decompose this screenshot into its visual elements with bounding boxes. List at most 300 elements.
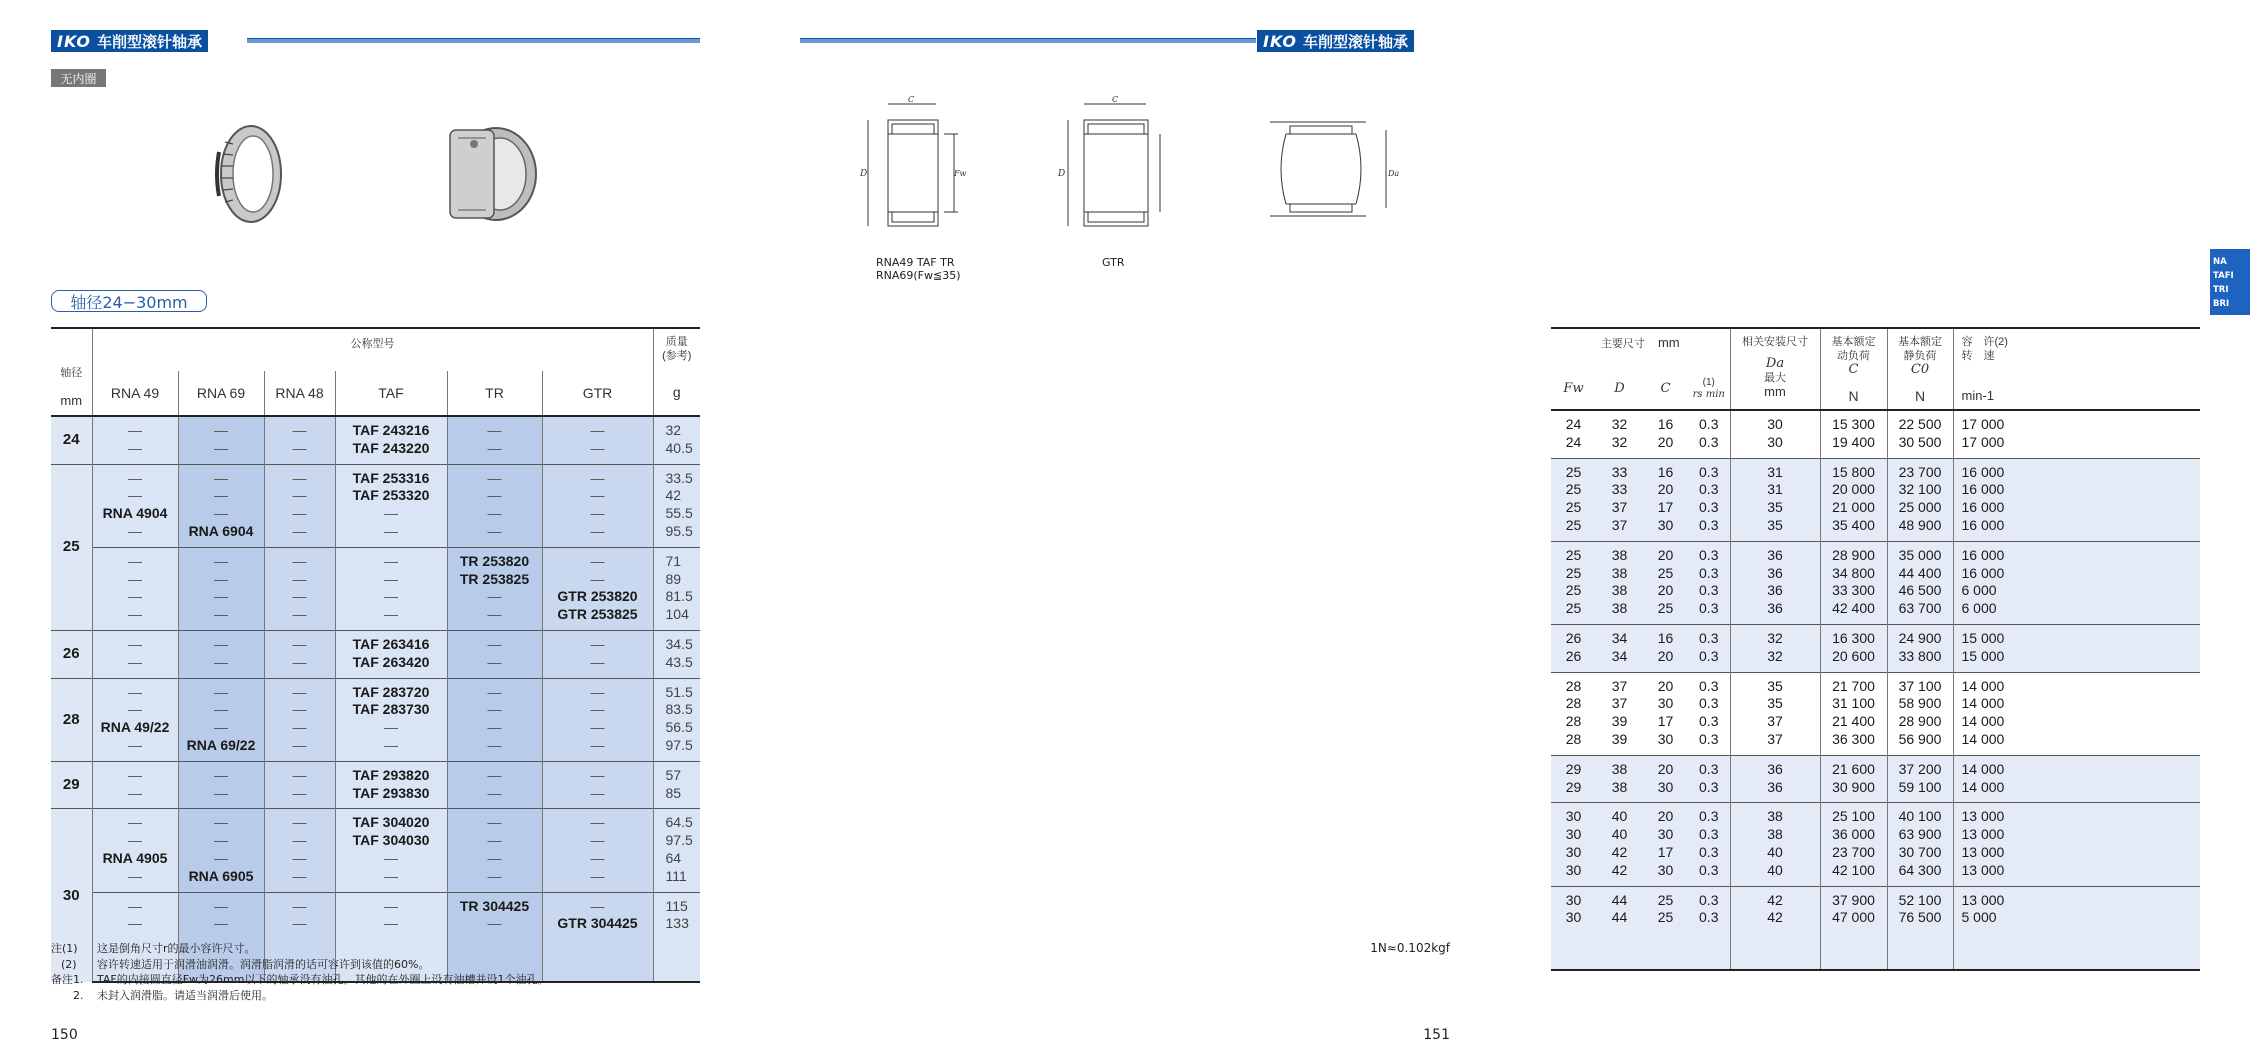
model-code: — <box>214 635 228 652</box>
mass-value: 133 <box>665 915 689 932</box>
spec-table <box>1551 327 2200 971</box>
spec-value: 42 <box>1611 861 1628 878</box>
h-d: D <box>1614 381 1625 396</box>
spec-value: 40 <box>1767 843 1783 860</box>
spec-value: 28 <box>1565 677 1582 694</box>
spec-value: 30 <box>1565 808 1582 825</box>
spec-value: 0.3 <box>1699 463 1719 480</box>
cell-rs <box>1688 410 1730 458</box>
cell-mass <box>653 892 700 982</box>
model-code: — <box>214 719 228 736</box>
cell-dyn-load <box>1820 803 1887 886</box>
cell-mass <box>653 464 700 547</box>
spec-value: 52 100 <box>1898 891 1942 908</box>
spec-value: 20 <box>1657 433 1674 450</box>
spec-value: 30 700 <box>1898 843 1942 860</box>
spec-value: 20 <box>1657 582 1674 599</box>
model-code: — <box>590 422 605 438</box>
model-row-block <box>51 416 700 464</box>
spec-value: 14 000 <box>1961 677 2005 694</box>
remark-1: TAF的内接圆直径Fw为26mm以下的轴承没有油孔。其他的在外圈上设有油槽并设1个油孔。 <box>97 973 549 986</box>
mass-value: 89 <box>665 570 682 587</box>
model-code: — <box>128 915 142 932</box>
spec-row-block <box>1551 886 2200 970</box>
model-code: — <box>292 683 307 700</box>
cell-da <box>1730 458 1820 541</box>
spec-value: 14 000 <box>1961 713 2005 730</box>
spec-value: 0.3 <box>1699 808 1719 825</box>
cell-tr <box>447 464 542 547</box>
spec-value: 0.3 <box>1699 861 1719 878</box>
model-code: — <box>590 469 605 486</box>
spec-value: 28 <box>1565 730 1582 747</box>
spec-value: 17 <box>1657 499 1674 516</box>
spec-value: 38 <box>1767 826 1783 843</box>
spec-value: 24 <box>1565 416 1582 432</box>
cell-taf <box>335 464 447 547</box>
spec-value: 14 000 <box>1961 730 2005 747</box>
spec-row-block <box>1551 755 2200 803</box>
model-code: — <box>487 439 502 456</box>
spec-row-block <box>1551 624 2200 672</box>
model-code: GTR 304425 <box>557 915 638 932</box>
cell-tr <box>447 630 542 678</box>
model-code: — <box>128 736 142 753</box>
spec-value: 36 000 <box>1832 826 1875 843</box>
cell-dyn-load <box>1820 410 1887 458</box>
shaft-diameter: 28 <box>51 678 92 761</box>
model-code: — <box>128 588 142 605</box>
cell-rna69 <box>178 464 264 547</box>
model-code: — <box>128 867 142 884</box>
spec-value: 0.3 <box>1699 582 1719 599</box>
cell-d <box>1596 672 1643 755</box>
model-row-block <box>51 630 700 678</box>
model-code: — <box>590 897 605 914</box>
model-code: — <box>384 736 398 753</box>
cell-stat-load <box>1887 755 1953 803</box>
model-code: TAF 293830 <box>352 784 430 801</box>
cell-tr <box>447 547 542 630</box>
note-1: 这是倒角尺寸r的最小容许尺寸。 <box>97 942 256 955</box>
subcategory-tag: 无内圈 <box>51 69 106 87</box>
model-code: — <box>214 570 228 587</box>
spec-value: 35 400 <box>1832 516 1875 533</box>
cell-c <box>1643 410 1688 458</box>
model-code: — <box>128 522 142 539</box>
spec-value: 6 000 <box>1961 582 1997 599</box>
model-code: — <box>384 522 398 539</box>
svg-text:D: D <box>1058 169 1066 179</box>
spec-value: 39 <box>1611 713 1628 730</box>
cell-da <box>1730 803 1820 886</box>
model-code: — <box>214 832 228 849</box>
mass-value: 104 <box>665 606 689 623</box>
mass-value: 40.5 <box>665 439 693 456</box>
model-code: — <box>384 505 398 522</box>
spec-value: 42 <box>1767 891 1783 908</box>
spec-value: 0.3 <box>1699 826 1719 843</box>
model-code: — <box>384 719 398 736</box>
model-code: — <box>487 766 502 783</box>
model-code: — <box>292 635 307 652</box>
cell-mass <box>653 416 700 464</box>
model-code: TAF 243220 <box>352 439 430 456</box>
spec-value: 0.3 <box>1699 481 1719 498</box>
cell-rna69 <box>178 678 264 761</box>
model-code: — <box>292 653 307 670</box>
spec-value: 16 000 <box>1961 546 2005 563</box>
section-side-tab: NA TAFI TRI BRI <box>2210 249 2250 315</box>
spec-value: 16 000 <box>1961 463 2005 480</box>
model-code: — <box>590 814 605 831</box>
cell-taf <box>335 416 447 464</box>
cell-fw <box>1551 886 1596 970</box>
spec-value: 28 900 <box>1832 546 1875 563</box>
cell-gtr <box>542 892 653 982</box>
model-code: — <box>292 897 307 914</box>
spec-value: 34 <box>1611 647 1628 664</box>
spec-value: 17 000 <box>1961 433 2005 450</box>
model-code: — <box>590 439 605 456</box>
cell-rna69 <box>178 416 264 464</box>
spec-value: 25 <box>1565 546 1582 563</box>
spec-value: 25 100 <box>1832 808 1875 825</box>
svg-text:C: C <box>1112 95 1119 104</box>
spec-value: 30 <box>1767 433 1783 450</box>
spec-value: 25 <box>1657 891 1674 908</box>
cell-mass <box>653 547 700 630</box>
model-code: — <box>487 422 502 438</box>
cell-rna48 <box>264 416 335 464</box>
spec-value: 48 900 <box>1898 516 1942 533</box>
mass-value: 97.5 <box>665 832 693 849</box>
model-code: — <box>487 522 502 539</box>
bearing-photo-rna <box>213 122 289 226</box>
spec-value: 30 900 <box>1832 778 1875 795</box>
spec-value: 32 <box>1767 629 1783 646</box>
spec-value: 30 <box>1657 695 1674 712</box>
spec-value: 0.3 <box>1699 778 1719 795</box>
model-code: — <box>128 701 142 718</box>
mass-value: 85 <box>665 784 682 801</box>
cell-c <box>1643 458 1688 541</box>
spec-value: 28 <box>1565 713 1582 730</box>
spec-value: 35 <box>1767 695 1783 712</box>
model-code: — <box>590 505 605 522</box>
cell-c <box>1643 624 1688 672</box>
cell-d <box>1596 624 1643 672</box>
spec-value: 23 700 <box>1832 843 1875 860</box>
model-code: — <box>487 832 502 849</box>
model-code: — <box>214 915 228 932</box>
cell-mass <box>653 630 700 678</box>
cell-speed <box>1953 672 2200 755</box>
spec-value: 38 <box>1611 778 1628 795</box>
spec-value: 30 <box>1565 909 1582 926</box>
cell-gtr <box>542 761 653 809</box>
spec-value: 20 <box>1657 808 1674 825</box>
spec-value: 30 500 <box>1898 433 1942 450</box>
mass-value: 111 <box>665 867 687 884</box>
shaft-diameter: 30 <box>51 809 92 982</box>
cell-speed <box>1953 624 2200 672</box>
spec-value: 36 <box>1767 546 1783 563</box>
cell-rna49 <box>92 416 178 464</box>
spec-value: 42 100 <box>1832 861 1875 878</box>
spec-value: 13 000 <box>1961 891 2005 908</box>
model-code: — <box>590 653 605 670</box>
cell-rna49 <box>92 630 178 678</box>
model-code: — <box>128 814 142 831</box>
spec-value: 31 <box>1767 481 1783 498</box>
spec-value: 14 000 <box>1961 778 2005 795</box>
spec-value: 0.3 <box>1699 713 1719 730</box>
svg-text:Fw: Fw <box>954 169 967 178</box>
spec-value: 14 000 <box>1961 695 2005 712</box>
spec-value: 15 300 <box>1832 416 1875 432</box>
model-code: — <box>214 552 228 569</box>
shaft-diameter: 25 <box>51 464 92 630</box>
spec-value: 38 <box>1611 546 1628 563</box>
spec-value: 15 800 <box>1832 463 1875 480</box>
model-row-block <box>51 464 700 547</box>
cell-dyn-load <box>1820 755 1887 803</box>
cell-fw <box>1551 458 1596 541</box>
spec-value: 38 <box>1767 808 1783 825</box>
cell-gtr <box>542 464 653 547</box>
spec-value: 0.3 <box>1699 499 1719 516</box>
model-code: — <box>128 897 142 914</box>
model-code: — <box>128 606 142 623</box>
model-code: — <box>292 915 307 932</box>
spec-value: 25 000 <box>1898 499 1942 516</box>
cell-speed <box>1953 410 2200 458</box>
cell-gtr <box>542 809 653 892</box>
spec-value: 0.3 <box>1699 730 1719 747</box>
spec-value: 20 <box>1657 760 1674 777</box>
spec-value: 30 <box>1767 416 1783 432</box>
h-main-dims: 主要尺寸 mm <box>1551 328 1730 368</box>
page-number-left: 150 <box>51 1027 78 1043</box>
spec-value: 13 000 <box>1961 808 2005 825</box>
model-code: — <box>590 736 605 753</box>
cell-rs <box>1688 755 1730 803</box>
cell-d <box>1596 803 1643 886</box>
spec-value: 6 000 <box>1961 600 1997 617</box>
spec-value: 0.3 <box>1699 546 1719 563</box>
spec-value: 36 <box>1767 582 1783 599</box>
cell-rna48 <box>264 547 335 630</box>
model-code: — <box>128 653 142 670</box>
model-code: — <box>128 766 142 783</box>
model-code: — <box>590 832 605 849</box>
cell-rna69 <box>178 809 264 892</box>
cell-rna48 <box>264 464 335 547</box>
cell-taf <box>335 678 447 761</box>
drawing-caption-1: RNA49 TAF TR RNA69(Fw≦35) <box>876 256 961 282</box>
cell-mass <box>653 678 700 761</box>
mass-value: 43.5 <box>665 653 693 670</box>
cell-fw <box>1551 410 1596 458</box>
model-code: — <box>487 487 502 504</box>
model-code: TR 253825 <box>459 570 530 587</box>
cell-d <box>1596 886 1643 970</box>
spec-value: 5 000 <box>1961 909 1997 926</box>
model-code: — <box>590 570 605 587</box>
spec-value: 36 <box>1767 600 1783 617</box>
cell-fw <box>1551 803 1596 886</box>
model-code: — <box>214 784 228 801</box>
col-mass: 质量 (参考) g <box>653 328 700 416</box>
mass-value: 71 <box>665 552 682 569</box>
spec-value: 0.3 <box>1699 909 1719 926</box>
model-code: — <box>590 867 605 884</box>
spec-value: 37 <box>1767 730 1783 747</box>
model-code: RNA 4905 <box>102 849 168 866</box>
h-fw: Fw <box>1563 381 1584 396</box>
spec-value: 40 100 <box>1898 808 1942 825</box>
mass-value: 56.5 <box>665 719 693 736</box>
shaft-diameter: 24 <box>51 416 92 464</box>
spec-value: 30 <box>1565 826 1582 843</box>
model-code: — <box>128 832 142 849</box>
cell-mass <box>653 809 700 892</box>
spec-value: 25 <box>1657 909 1674 926</box>
right-page <box>750 0 2234 1064</box>
iko-logo: IKO <box>57 31 91 51</box>
spec-value: 63 900 <box>1898 826 1942 843</box>
model-code: — <box>214 849 228 866</box>
remark-2: 未封入润滑脂。请适当润滑后使用。 <box>97 988 273 1002</box>
spec-value: 35 <box>1767 499 1783 516</box>
cell-rs <box>1688 886 1730 970</box>
spec-value: 37 200 <box>1898 760 1942 777</box>
model-code: — <box>590 849 605 866</box>
spec-value: 23 700 <box>1898 463 1942 480</box>
page-number-right: 151 <box>1423 1027 1450 1043</box>
h-dynamic-load: 基本额定 动负荷 C N <box>1820 328 1887 410</box>
shaft-range-label: 轴径24−30mm <box>51 290 207 312</box>
spec-value: 38 <box>1611 582 1628 599</box>
spec-value: 25 <box>1565 499 1582 516</box>
spec-value: 30 <box>1657 516 1674 533</box>
model-code: — <box>590 784 605 801</box>
cell-dyn-load <box>1820 624 1887 672</box>
spec-value: 36 <box>1767 778 1783 795</box>
cell-fw <box>1551 541 1596 624</box>
spec-value: 20 <box>1657 677 1674 694</box>
spec-value: 35 000 <box>1898 546 1942 563</box>
mass-value: 34.5 <box>665 635 693 652</box>
model-code: — <box>292 719 307 736</box>
spec-value: 20 600 <box>1832 647 1875 664</box>
model-code: — <box>214 469 228 486</box>
cell-dyn-load <box>1820 541 1887 624</box>
col-gtr: GTR <box>542 371 653 416</box>
spec-value: 0.3 <box>1699 891 1719 908</box>
spec-value: 13 000 <box>1961 843 2005 860</box>
cell-gtr <box>542 416 653 464</box>
spec-value: 40 <box>1611 826 1628 843</box>
cell-d <box>1596 458 1643 541</box>
spec-value: 21 600 <box>1832 760 1875 777</box>
cell-d <box>1596 541 1643 624</box>
spec-value: 33 300 <box>1832 582 1875 599</box>
model-code: — <box>384 897 398 914</box>
cell-rna48 <box>264 761 335 809</box>
spec-row-block <box>1551 672 2200 755</box>
spec-value: 30 <box>1565 861 1582 878</box>
spec-value: 37 100 <box>1898 677 1942 694</box>
model-code: TAF 263416 <box>352 635 430 652</box>
cell-rs <box>1688 672 1730 755</box>
model-code: — <box>590 683 605 700</box>
spec-value: 15 000 <box>1961 629 2005 646</box>
model-code: — <box>292 588 307 605</box>
model-code: — <box>487 784 502 801</box>
model-code: TAF 253320 <box>352 487 430 504</box>
mass-value: 32 <box>665 422 682 438</box>
cell-rna48 <box>264 630 335 678</box>
cell-speed <box>1953 886 2200 970</box>
spec-value: 37 <box>1611 677 1628 694</box>
cell-rs <box>1688 803 1730 886</box>
model-table <box>51 327 700 983</box>
spec-value: 44 400 <box>1898 564 1942 581</box>
spec-value: 64 300 <box>1898 861 1942 878</box>
spec-value: 16 000 <box>1961 499 2005 516</box>
cell-rna69 <box>178 547 264 630</box>
model-code: — <box>292 832 307 849</box>
spec-value: 36 300 <box>1832 730 1875 747</box>
model-row-block <box>51 678 700 761</box>
spec-row-block <box>1551 803 2200 886</box>
cell-rna48 <box>264 678 335 761</box>
model-code: — <box>292 849 307 866</box>
drawing-rna49-taf-tr <box>858 94 968 230</box>
cell-dyn-load <box>1820 458 1887 541</box>
spec-value: 56 900 <box>1898 730 1942 747</box>
spec-value: 25 <box>1657 600 1674 617</box>
spec-value: 20 <box>1657 546 1674 563</box>
model-code: — <box>590 487 605 504</box>
h-mount: 相关安装尺寸 Da 最大 mm <box>1730 328 1820 410</box>
model-code: — <box>128 552 142 569</box>
model-code: — <box>214 588 228 605</box>
spec-value: 32 <box>1611 416 1628 432</box>
mass-value: 51.5 <box>665 683 693 700</box>
spec-value: 29 <box>1565 760 1582 777</box>
model-code: — <box>214 422 228 438</box>
col-shaft: 轴径 mm <box>51 328 92 416</box>
col-rna69: RNA 69 <box>178 371 264 416</box>
spec-value: 19 400 <box>1832 433 1875 450</box>
spec-value: 42 <box>1611 843 1628 860</box>
model-code: — <box>590 701 605 718</box>
footnotes: 注(1) 这是倒角尺寸r的最小容许尺寸。 (2) 容许转速适用于润滑油润滑。润滑脂润滑的话可容许到该值的60%。 备注1. TAF的内接圆直径Fw为26mm以下的轴承没有油孔。其他的在外圈上设有油槽并设1个油孔。 2. 未封入润滑脂。请适当润滑后使用。 <box>51 942 549 1002</box>
spec-value: 33 800 <box>1898 647 1942 664</box>
model-code: — <box>590 719 605 736</box>
cell-stat-load <box>1887 886 1953 970</box>
spec-value: 16 <box>1657 463 1674 480</box>
cell-d <box>1596 410 1643 458</box>
spec-value: 13 000 <box>1961 861 2005 878</box>
cell-da <box>1730 672 1820 755</box>
spec-value: 17 000 <box>1961 416 2005 432</box>
cell-rs <box>1688 541 1730 624</box>
cell-rna49 <box>92 809 178 892</box>
